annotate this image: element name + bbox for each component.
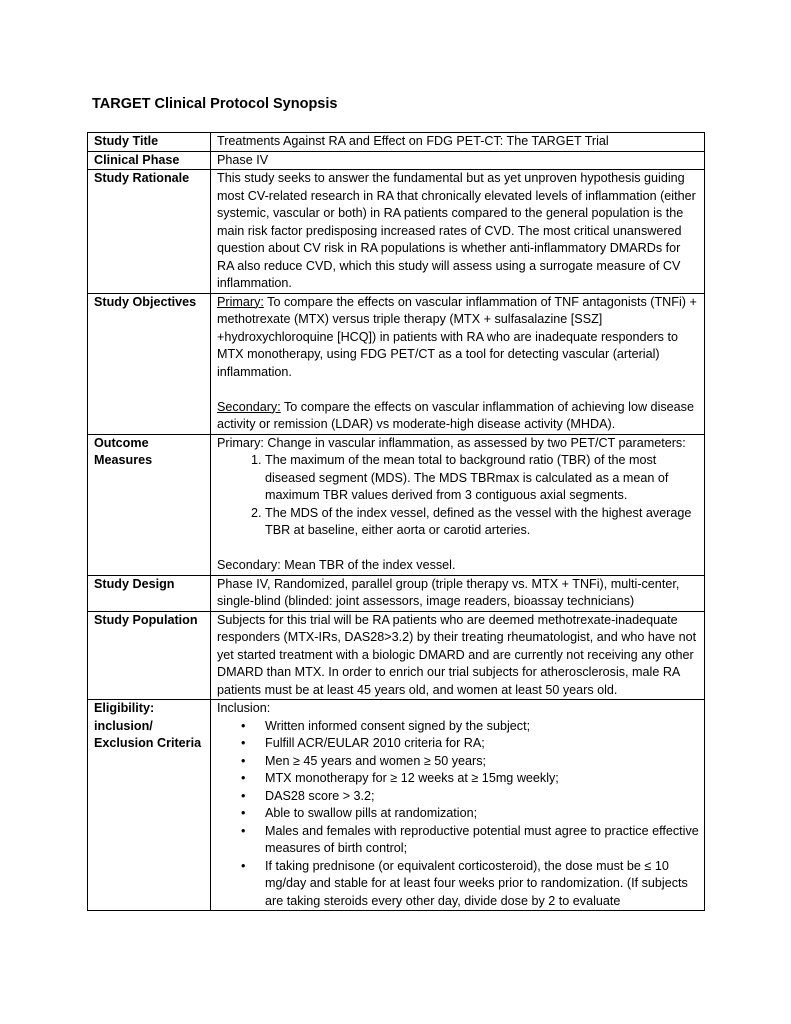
study-design-value: Phase IV, Randomized, parallel group (triple therapy vs. MTX + TNFi), multi-center, single-blind (blinded: joint assessors, image readers, bioassay technicians) [211,575,705,611]
clinical-phase-label: Clinical Phase [88,151,211,170]
inclusion-item: • Written informed consent signed by the subject; [265,718,699,736]
row-study-rationale [88,170,705,294]
row-clinical-phase [88,151,705,170]
outcome-item: 1. The maximum of the mean total to background ratio (TBR) of the most diseased segment (MDS). The MDS TBRmax is calculated as a mean of maximum TBR values derived from 3 contiguous axial segments. [265,452,699,505]
secondary-objective-label: Secondary: [217,399,281,414]
study-population-value: Subjects for this trial will be RA patients who are deemed methotrexate-inadequate responders (MTX-IRs, DAS28>3.2) by their treating rheumatologist, and who have not yet started treatment with a biologic DMARD and are currently not receiving any other DMARD than MTX. In order to enrich our trial subjects for atherosclerosis, male RA patients must be at least 45 years old, and women at least 50 years old. [211,611,705,700]
inclusion-item: • Males and females with reproductive potential must agree to practice effective measures of birth control; [265,823,699,858]
study-title-value: Treatments Against RA and Effect on FDG PET-CT: The TARGET Trial [211,133,705,152]
study-design-label: Study Design [88,575,211,611]
secondary-outcome: Secondary: Mean TBR of the index vessel. [217,558,456,572]
row-study-population [88,611,705,700]
primary-objective-label: Primary: [217,294,264,309]
inclusion-item: • Men ≥ 45 years and women ≥ 50 years; [265,753,699,771]
inclusion-item: • Able to swallow pills at randomization; [265,805,699,823]
secondary-objective [217,399,699,434]
eligibility-label-line2: inclusion/ [94,718,153,733]
row-study-design [88,575,705,611]
study-rationale-label: Study Rationale [88,170,211,294]
clinical-phase-value: Phase IV [211,151,705,170]
page-title: TARGET Clinical Protocol Synopsis [92,96,338,112]
primary-outcome-intro: Primary: Change in vascular inflammation, as assessed by two PET/CT parameters: [217,435,686,450]
eligibility-label-line3: Exclusion Criteria [94,736,202,750]
eligibility-label-line1: Eligibility: [94,701,155,715]
inclusion-item: • DAS28 score > 3.2; [265,788,699,806]
outcome-measures-value [211,434,705,575]
primary-objective-text: To compare the effects on vascular inflammation of TNF antagonists (TNFi) + methotrexate (MTX) versus triple therapy (MTX + sulfasalazine [SSZ] +hydroxychloroquine [HCQ]) in patients with RA who are inadequate responders to MTX monotherapy, using FDG PET/CT as a tool for detecting vascular (arterial) inflammation. [217,294,697,379]
row-study-title [88,133,705,152]
row-eligibility [88,700,705,911]
outcome-measures-label-line2: Measures [94,453,153,467]
study-rationale-value: This study seeks to answer the fundamental but as yet unproven hypothesis guiding most CV-related research in RA that chronically elevated levels of inflammation (either systemic, vascular or both) in RA patients compared to the general population is the main risk factor predisposing increased rates of CVD. The most critical unanswered question about CV risk in RA populations is whether anti-inflammatory DMARDs for RA also reduce CVD, which this study will assess using a surrogate measure of CV inflammation. [211,170,705,294]
outcome-item: 2. The MDS of the index vessel, defined as the vessel with the highest average TBR at baseline, either aorta or carotid arteries. [265,505,699,540]
primary-objective [217,294,699,382]
study-population-label: Study Population [88,611,211,700]
study-objectives-label: Study Objectives [88,293,211,434]
inclusion-item: • If taking prednisone (or equivalent corticosteroid), the dose must be ≤ 10 mg/day and stable for at least four weeks prior to randomization. (If subjects are taking steroids every other day, divide dose by 2 to evaluate [265,858,699,911]
row-study-objectives [88,293,705,434]
eligibility-label [88,700,211,911]
study-objectives-value [211,293,705,434]
secondary-objective-text: To compare the effects on vascular inflammation of achieving low disease activity or remission (LDAR) vs moderate-high disease activity (MHDA). [217,399,694,431]
outcome-measures-label [88,434,211,575]
outcome-measures-label-line1: Outcome [94,435,149,450]
row-outcome-measures [88,434,705,575]
outcome-list [217,452,699,540]
inclusion-item: • Fulfill ACR/EULAR 2010 criteria for RA; [265,735,699,753]
inclusion-list [217,718,699,911]
inclusion-item: • MTX monotherapy for ≥ 12 weeks at ≥ 15mg weekly; [265,770,699,788]
protocol-synopsis-table [87,132,705,911]
study-title-label: Study Title [88,133,211,152]
inclusion-heading: Inclusion: [217,701,271,715]
eligibility-value [211,700,705,911]
